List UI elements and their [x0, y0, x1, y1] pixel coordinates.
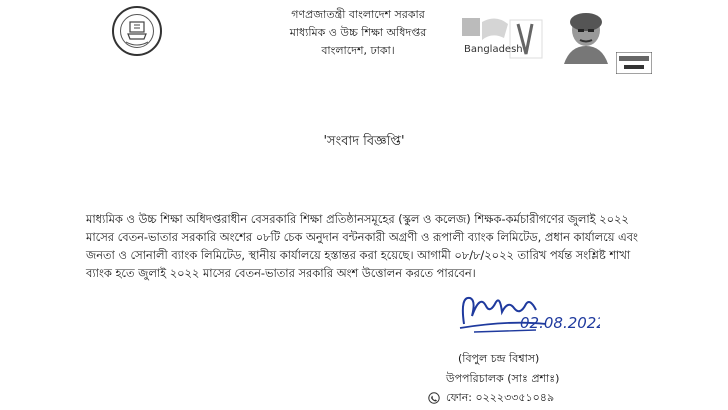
- notice-body-line-3: জনতা ও সোনালী ব্যাংক লিমিটেড, স্থানীয় কার্যালয়ে হস্তান্তর করা হয়েছে। আগামী ০৮/৮/২০২২ তারিখ পর্যন্ত সংশ্লিষ্ট শাখা: [86, 248, 631, 262]
- signatory-designation: উপপরিচালক (সাঃ প্রশাঃ): [446, 372, 560, 385]
- header-location: বাংলাদেশ, ঢাকা।: [321, 44, 395, 57]
- notice-body-line-1: মাধ্যমিক ও উচ্চ শিক্ষা অধিদপ্তরাধীন বেসরকারি শিক্ষা প্রতিষ্ঠানসমূহের (স্কুল ও কলেজ) শিক্ষক-কর্মচারীগণের জুলাই ২০২২: [86, 212, 629, 226]
- bangladesh-logo: [456, 14, 548, 66]
- phone-icon: [428, 389, 440, 401]
- bangladesh-logo-text: Bangladesh: [464, 44, 523, 55]
- notice-title: 'সংবাদ বিজ্ঞপ্তি': [323, 134, 405, 149]
- notice-body-line-2: মাসের বেতন-ভাতার সরকারি অংশের ০৮টি চেক অনুদান বন্টনকারী অগ্রণী ও রূপালী ব্যাংক লিমিটেড, প্রধান কার্যালয়ে এবং: [86, 230, 638, 244]
- header-government-name: গণপ্রজাতন্ত্রী বাংলাদেশ সরকার: [291, 8, 425, 21]
- notice-body-line-4: ব্যাংক হতে জুলাই ২০২২ মাসের বেতন-ভাতার সরকারি অংশ উত্তোলন করতে পারবেন।: [86, 266, 476, 280]
- mujib-year-logo-icon: [616, 52, 652, 74]
- header-department-name: মাধ্যমিক ও উচ্চ শিক্ষা অধিদপ্তর: [289, 26, 427, 39]
- signed-date: 02.08.2022: [520, 314, 600, 332]
- government-seal-icon: [112, 6, 162, 56]
- signatory-phone: ফোন: ০২২২৩৩৫১০৪৯: [446, 391, 555, 404]
- handwritten-signature: [450, 286, 600, 340]
- portrait-icon: [556, 12, 616, 64]
- signatory-name: (বিপুল চন্দ্র বিশ্বাস): [458, 352, 540, 365]
